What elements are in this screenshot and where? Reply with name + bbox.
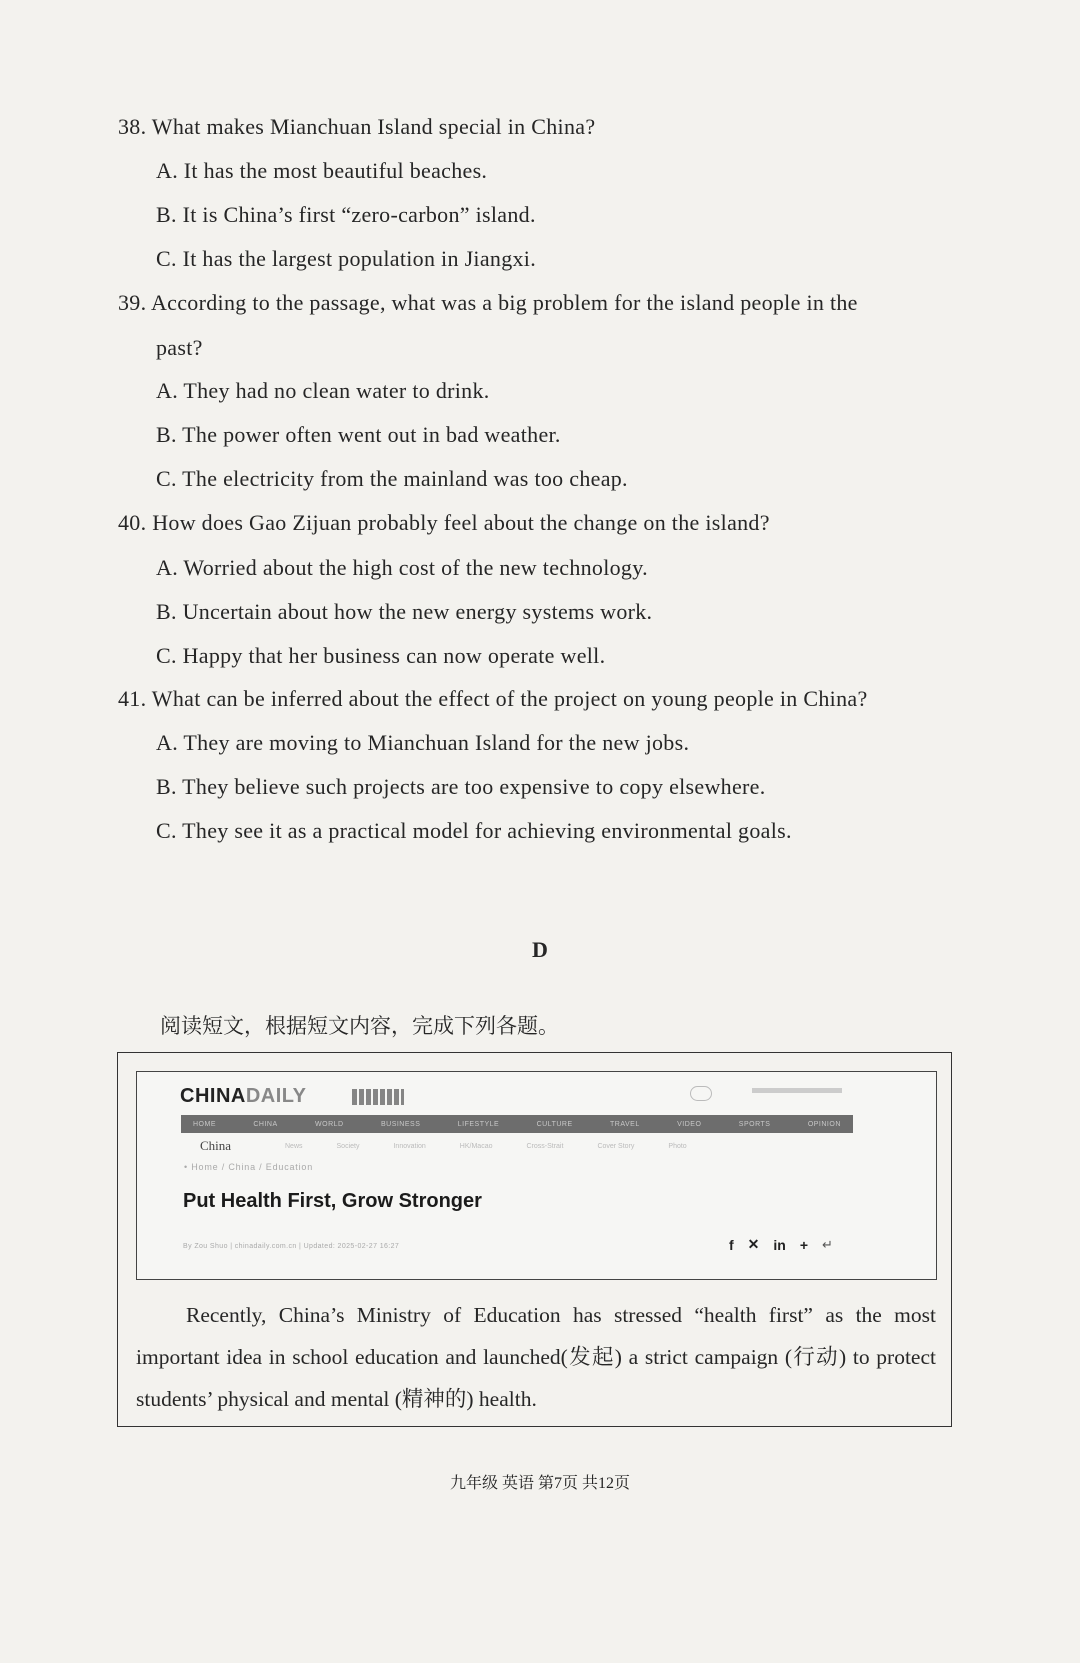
nav-item[interactable]: SPORTS xyxy=(738,1120,771,1128)
linkedin-icon[interactable]: in xyxy=(773,1236,786,1253)
option-38-c: C. It has the largest population in Jiangxi. xyxy=(156,246,537,271)
question-39: 39. According to the passage, what was a big problem for the island people in the xyxy=(118,290,858,315)
option-40-a: A. Worried about the high cost of the new technology. xyxy=(156,555,648,580)
site-nav xyxy=(181,1115,853,1133)
return-icon[interactable]: ↵ xyxy=(822,1236,833,1252)
share-bar xyxy=(729,1236,833,1253)
chinadaily-logo: CHINADAILY xyxy=(180,1085,307,1107)
search-icon[interactable] xyxy=(690,1086,712,1101)
facebook-icon[interactable]: f xyxy=(729,1236,734,1253)
option-39-c: C. The electricity from the mainland was too cheap. xyxy=(156,466,628,491)
subnav-item[interactable]: Photo xyxy=(668,1143,687,1150)
option-41-b: B. They believe such projects are too expensive to copy elsewhere. xyxy=(156,774,766,799)
subnav xyxy=(285,1143,687,1150)
subnav-item[interactable]: News xyxy=(285,1143,303,1150)
question-41: 41. What can be inferred about the effect of the project on young people in China? xyxy=(118,686,868,711)
option-40-b: B. Uncertain about how the new energy systems work. xyxy=(156,599,653,624)
chinadaily-cn-logo xyxy=(352,1089,404,1105)
nav-item[interactable]: OPINION xyxy=(807,1120,841,1128)
option-40-c: C. Happy that her business can now operate well. xyxy=(156,643,606,668)
option-39-b: B. The power often went out in bad weather. xyxy=(156,422,561,447)
nav-item[interactable]: HOME xyxy=(193,1120,216,1128)
nav-item[interactable]: WORLD xyxy=(315,1120,344,1128)
subnav-item[interactable]: HK/Macao xyxy=(459,1143,493,1150)
section-title[interactable]: China xyxy=(200,1138,232,1153)
nav-item[interactable]: TRAVEL xyxy=(610,1120,640,1128)
nav-item[interactable]: LIFESTYLE xyxy=(457,1120,500,1128)
option-41-c: C. They see it as a practical model for achieving environmental goals. xyxy=(156,818,792,843)
subnav-item[interactable]: Cover Story xyxy=(597,1143,635,1150)
subnav-item[interactable]: Innovation xyxy=(393,1143,426,1150)
option-41-a: A. They are moving to Mianchuan Island for the new jobs. xyxy=(156,730,690,755)
article-headline: Put Health First, Grow Stronger xyxy=(183,1190,482,1212)
question-39-cont: past? xyxy=(156,335,203,360)
section-label: D xyxy=(532,937,548,962)
nav-item[interactable]: VIDEO xyxy=(677,1120,702,1128)
question-40: 40. How does Gao Zijuan probably feel about the change on the island? xyxy=(118,510,770,535)
plus-icon[interactable]: + xyxy=(799,1236,809,1253)
subnav-item[interactable]: Cross-Strait xyxy=(526,1143,564,1150)
nav-item[interactable]: CHINA xyxy=(253,1120,278,1128)
x-icon[interactable]: ✕ xyxy=(747,1236,760,1252)
option-38-b: B. It is China’s first “zero-carbon” island. xyxy=(156,202,536,227)
nav-item[interactable]: CULTURE xyxy=(536,1120,573,1128)
passage-paragraph: Recently, China’s Ministry of Education has stressed “health first” as the most important idea in school education and launched(发起) a strict campaign (行动) to protect students’ physical and mental (精神的) health. xyxy=(136,1303,936,1411)
reading-instruction: 阅读短文，根据短文内容，完成下列各题。 xyxy=(160,1014,559,1038)
option-38-a: A. It has the most beautiful beaches. xyxy=(156,158,488,183)
article-byline: By Zou Shuo | chinadaily.com.cn | Updated: 2025-02-27 16:27 xyxy=(183,1243,400,1250)
page-footer: 九年级 英语 第7页 共12页 xyxy=(449,1475,630,1492)
option-39-a: A. They had no clean water to drink. xyxy=(156,378,490,403)
question-38: 38. What makes Mianchuan Island special in China? xyxy=(118,114,596,139)
subnav-item[interactable]: Society xyxy=(336,1143,360,1150)
nav-item[interactable]: BUSINESS xyxy=(380,1120,421,1128)
breadcrumb[interactable]: • Home / China / Education xyxy=(184,1162,314,1172)
header-links[interactable] xyxy=(752,1088,842,1093)
